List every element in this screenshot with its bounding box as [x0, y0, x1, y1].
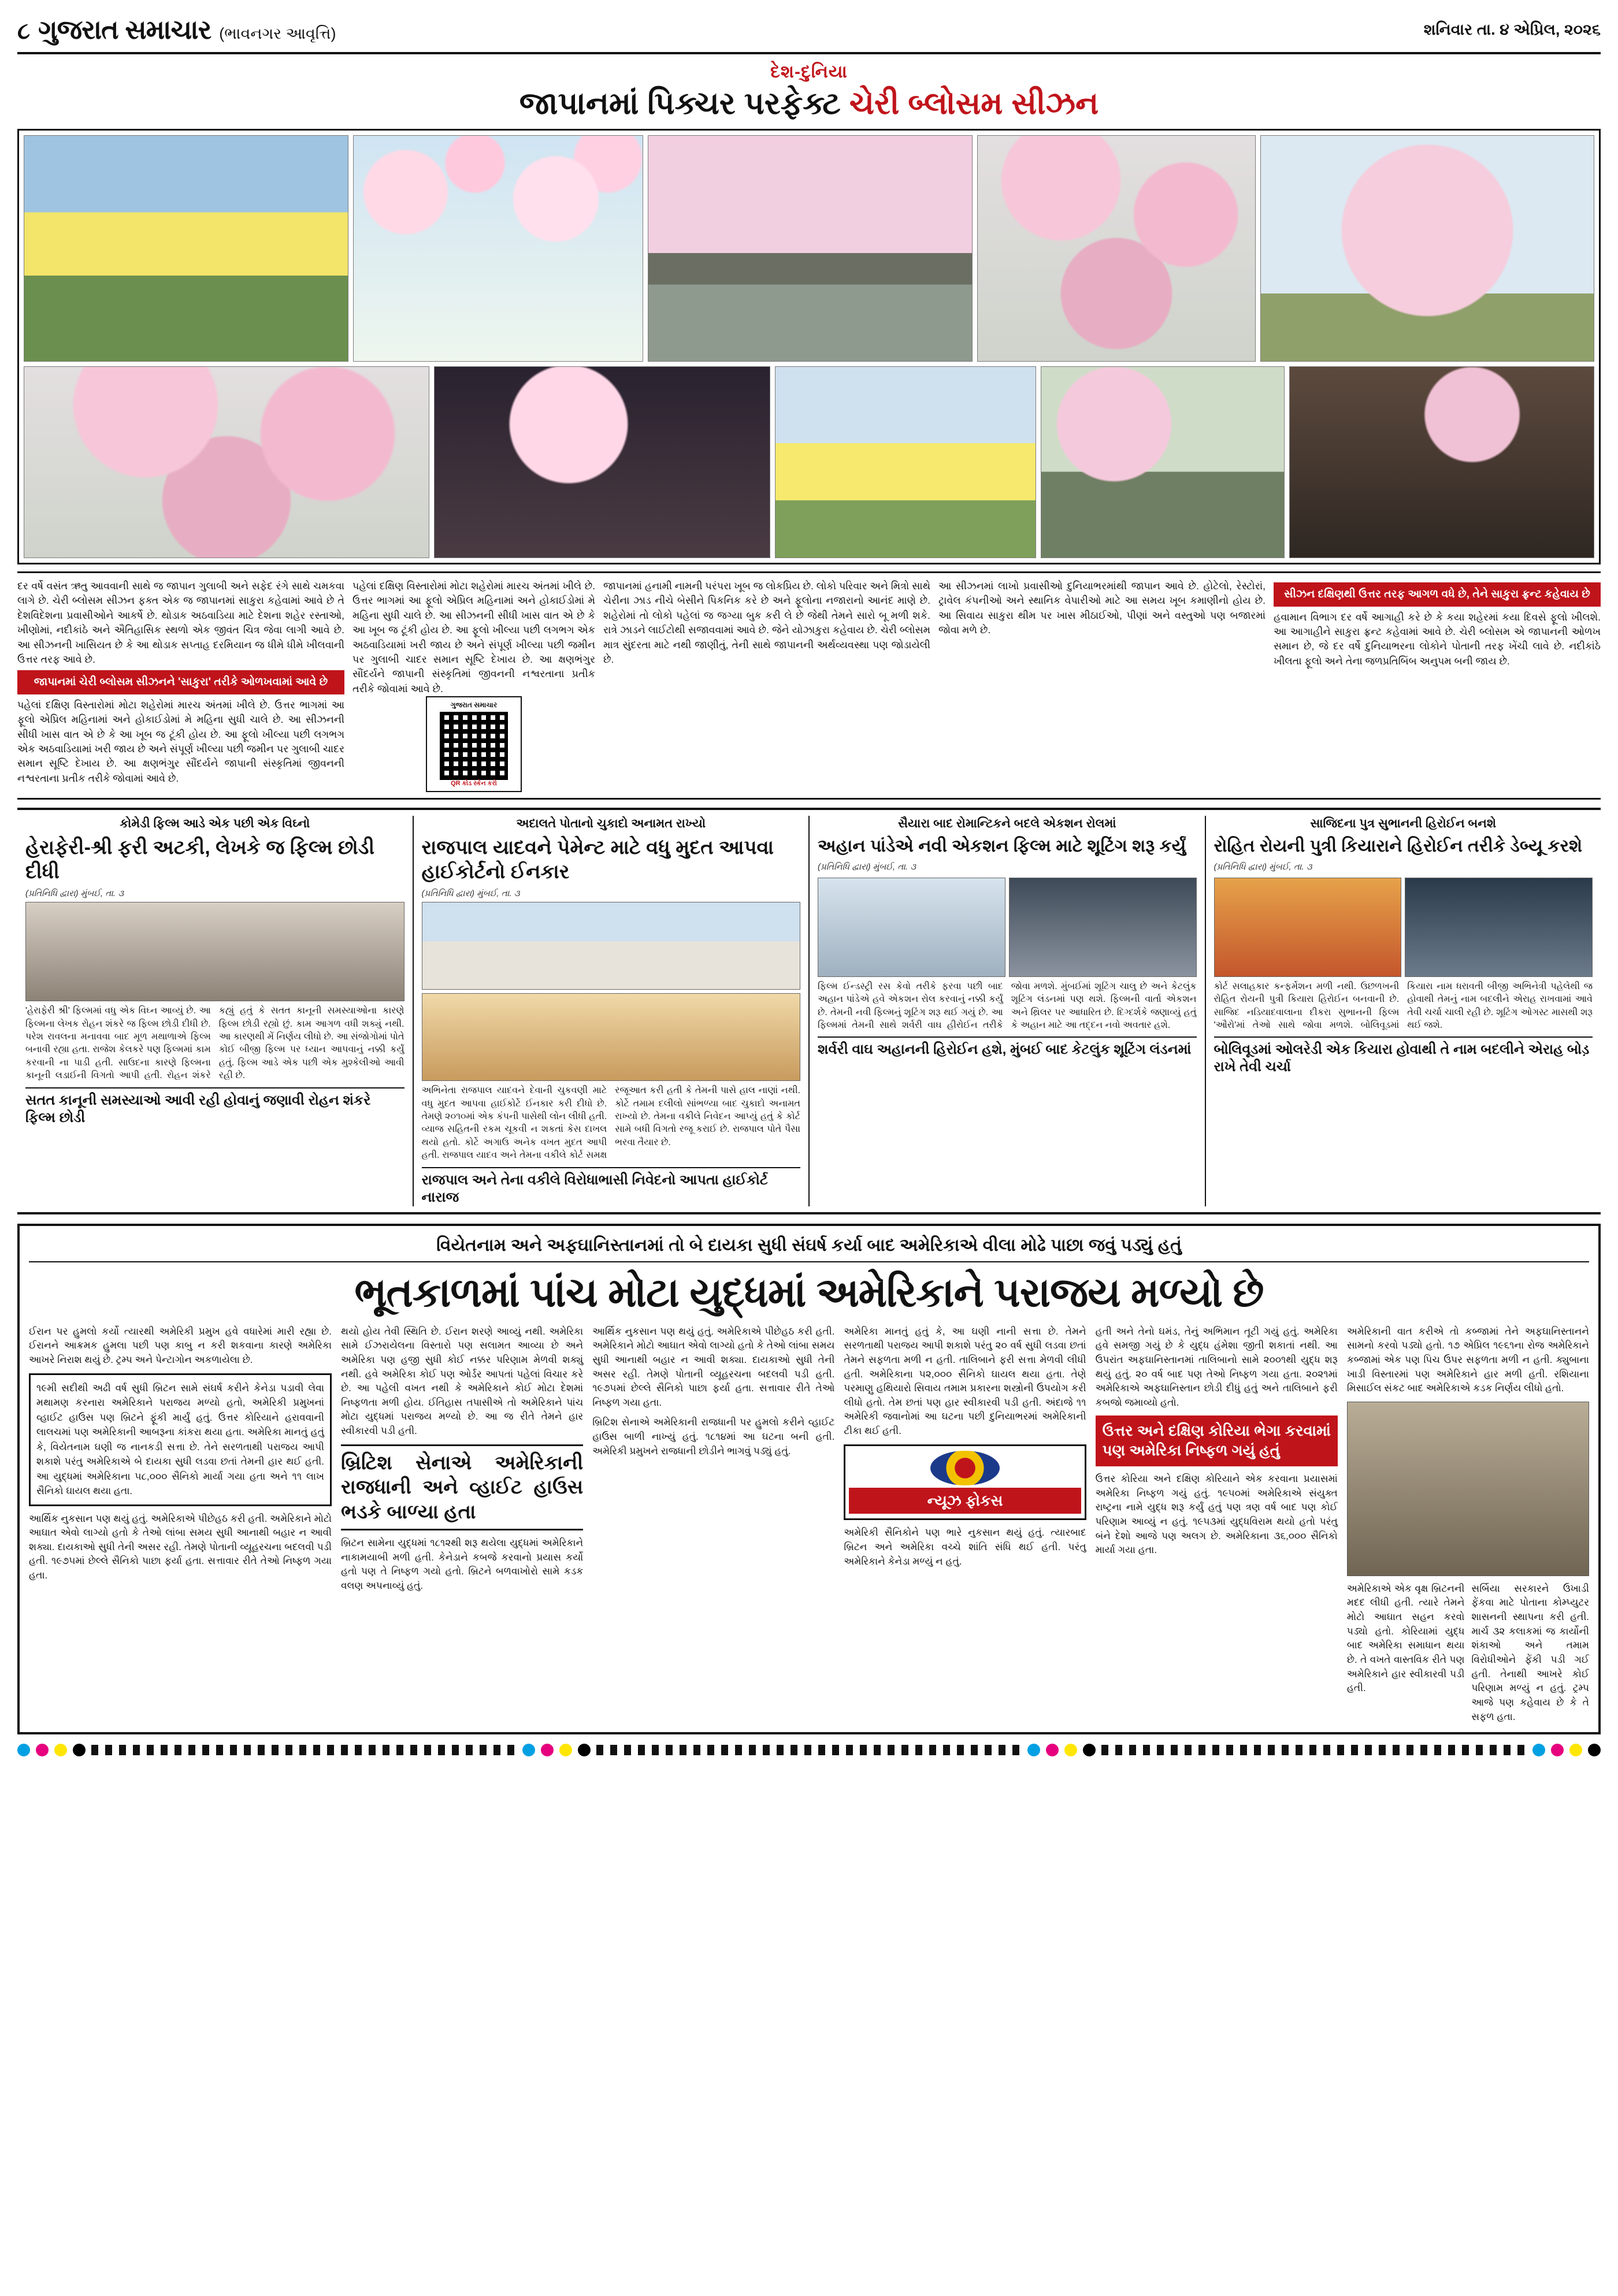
section-headline-part1: જાપાનમાં પિક્ચર પરફેક્ટ — [519, 86, 849, 121]
film-footer-4: બોલિવૂડમાં ઓલરેડી એક કિયારા હોવાથી તે નામ બદલીને એરાહ બોડ઼ રાખે તેવી ચર્ચા — [1214, 1036, 1593, 1076]
feature-text-last-1: અમેરિકાએ એક વૃક્ષ બ્રિટનની મદદ લીધી હતી. ત્યારે તેમને મોટો આઘાત સહન કરવો પડ્યો હતો. કોરિયામાં યુદ્ધ બાદ અમેરિકા સમાધાન થયા છે. તે વખતે વાસ્તવિક રીતે પણ અમેરિકાને હાર સ્વીકારવી પડી હતી. — [1346, 1582, 1465, 1694]
registration-bar-1 — [91, 1745, 517, 1755]
photo-night-hanami-party — [434, 366, 770, 558]
intro-text-1: દર વર્ષે વસંત ઋતુ આવવાની સાથે જ જાપાન ગુલાબી અને સફેદ રંગે સાથે ચમકવા લાગે છે. ચેરી બ્લોસમ સીઝન ફક્ત એક જ જાપાનમાં સાકુરા કહેવામાં આવે છે તે દેશવિદેશના પ્રવાસીઓને આકર્ષે છે. થોડાક અઠવાડિયા માટે દેશના શહેર રસ્તાઓ, ખીણોમાં, નદીકાંઠે અને ઐતિહાસિક સ્થળો એક જીવંત ચિત્ર જેવા લાગી આવે છે. આ સીઝનની ખાસિયત છે કે આ થોડાક સપ્તાહ દરમિયાન જ ધીમે ધીમે ખીલવાની ઉત્તર તરફ આવે છે. — [17, 580, 344, 665]
photo-temple-lantern — [1289, 366, 1594, 558]
photo-giant-cherry-tree — [1260, 135, 1594, 362]
feature-article — [17, 1224, 1601, 1735]
photo-ahaan-pandey — [1009, 878, 1197, 977]
edition-label: (ભાવનગર આવૃત્તિ) — [219, 25, 336, 42]
film-body-2: અભિનેતા રાજપાલ યાદવને દેવાની ચુકવણી માટે વધુ મુદત આપવા હાઈકોર્ટે ઈનકાર કરી દીધો છે. તેમણે ૨૦૧૦માં એક કંપની પાસેથી લોન લીધી હતી. વ્યાજ સહિતની રકમ ચૂકવી ન શકતાં કેસ દાખલ થયો હતો. કોર્ટે અગાઉ અનેક વખત મુદત આપી હતી. રાજપાલ યાદવ અને તેમના વકીલે કોર્ટ સમક્ષ રજૂઆત કરી હતી કે તેમની પાસે હાલ નાણાં નથી. કોર્ટે તમામ દલીલો સાંભળ્યા બાદ ચુકાદો અનામત રાખ્યો છે. તેમના વકીલે નિવેદન આપ્યું હતું કે કોર્ટ સામે બધી વિગતો રજૂ કરાઈ છે. રાજપાલ પોતે પૈસા ભરવા તૈયાર છે. — [421, 1086, 800, 1161]
feature-col-2 — [341, 1325, 583, 1725]
color-dot-yellow-3 — [1064, 1744, 1077, 1756]
section-headline-part2: ચેરી બ્લોસમ સીઝન — [849, 86, 1099, 121]
color-dot-yellow — [54, 1744, 67, 1756]
intro-col-3 — [603, 579, 930, 792]
film-news-item-1 — [17, 816, 414, 1206]
photo-shervari-wagh — [818, 878, 1005, 977]
intro-text-2: પહેલાં દક્ષિણ વિસ્તારોમાં મોટા શહેરોમાં મારચ અંતમાં ખીલે છે. ઉત્તર ભાગમાં આ ફૂલો એપ્રિલ મહિનામાં અને હોકાઈડોમાં મે મહિના સુધી ચાલે છે. આ સીઝનની સીધી ખાસ વાત એ છે કે આ ખૂબ જ ટૂંકી હોય છે. આ ફૂલો ખીલ્યા પછી લગભગ એક અઠવાડિયામાં ખરી જાય છે અને સંપૂર્ણ ખીલ્યા પછી જમીન પર ગુલાબી ચાદર સમાન સૂષ્ટિ દેખાય છે. આ ક્ષણભંગુર સૌંદર્યને જાપાની સંસ્કૃતિમાં જીવનની નશ્વરતાના પ્રતીક તરીકે જોવામાં આવે છે. — [17, 699, 344, 784]
film-news-strip — [17, 808, 1601, 1214]
film-headline-3: અહાન પાંડેએ નવી એકશન ફિલ્મ માટે શૂટિંગ શરૂ કર્યું — [818, 837, 1186, 856]
section-headline — [17, 86, 1601, 122]
intro-col-5 — [1274, 579, 1601, 792]
film-byline-2: (પ્રતિનિધિ દ્વારા) મુંબઈ, તા. ૩ — [421, 889, 520, 899]
section-kicker: દેશ-દુનિયા — [770, 62, 848, 81]
feature-subtext-1: બ્રિટન સામેના યુદ્ધમાં ૧૮૧૨થી શરૂ થયેલા યુદ્ધમાં અમેરિકાને નાકામયાબી મળી હતી. કેનેડાને કબજે કરવાનો પ્રયાસ કર્યો હતો પણ તે નિષ્ફળ ગયો હતો. બ્રિટને બળવાખોરો સામે કડક વલણ અપનાવ્યું હતું. — [341, 1537, 584, 1592]
feature-text-5: હતી અને તેનો ઘમંડ, તેનું અભિમાન તૂટી ગયું હતું. અમેરિકા હવે સમજી ગયું છે કે યુદ્ધ હંમેશા જીતી શકાતાં નથી. આ ઉપરાંત અફઘાનિસ્તાનમાં તાલિબાનો સામે ૨૦૦૧થી યુદ્ધ શરૂ થયું હતું. ૨૦ વર્ષ બાદ પણ તેઓ નિષ્ફળ ગયા હતા. ૨૦૨૧માં અમેરિકાએ અફઘાનિસ્તાન છોડી દીધું હતું અને તાલિબાને ફરી કબજો જમાવ્યો હતો. — [1095, 1325, 1338, 1408]
feature-headline: ભૂતકાળમાં પાંચ મોટા યુદ્ધમાં અમેરિકાને પરાજય મળ્યો છે — [354, 1269, 1264, 1315]
qr-label-top: ગુજરાત સમાચાર — [450, 701, 498, 709]
film-kicker-3: સૈયારા બાદ રોમાન્ટિકને બદલે એકશન રોલમાં — [897, 817, 1116, 830]
photo-row-1 — [24, 135, 1594, 362]
masthead-left — [17, 14, 336, 46]
color-dot-magenta-3 — [1046, 1744, 1059, 1756]
date-line: શનિવાર તા. ૪ એપ્રિલ, ૨૦૨૬ — [1423, 21, 1601, 38]
intro-text-4: આ સીઝનમાં લાખો પ્રવાસીઓ દુનિયાભરમાંથી જાપાન આવે છે. હોટેલો, રેસ્ટોરાં, ટ્રાવેલ કંપનીઓ અને સ્થાનિક વેપારીઓ માટે આ સમય ખૂબ કમાણીનો હોય છે. આ સિવાય સાકુરા થીમ પર ખાસ મીઠાઈઓ, પીણાં અને વસ્તુઓ પણ બજારમાં જોવા મળે છે. — [938, 580, 1266, 636]
film-footer-2: રાજપાલ અને તેના વકીલે વિરોધાભાસી નિવેદનો આપતા હાઈકોર્ટ નારાજ — [422, 1167, 801, 1206]
feature-col-4 — [844, 1325, 1086, 1725]
feature-subtext-3: અમેરિકી સૈનિકોને પણ ભારે નુકસાન થયું હતું. ત્યારબાદ બ્રિટન અને અમેરિકા વચ્ચે શાંતિ સંધિ થઈ હતી. પરંતુ અમેરિકાને કેનેડા મળ્યું ન હતું. — [844, 1527, 1086, 1567]
intro-col-4 — [938, 579, 1266, 792]
color-dot-magenta — [36, 1744, 49, 1756]
film-footer-3: શર્વરી વાઘ અહાનની હિરોઈન હશે, મુંબઈ બાદ કેટલુંક શૂટિંગ લંડનમાં — [818, 1036, 1197, 1058]
qr-code-box[interactable] — [426, 696, 522, 792]
color-dot-cyan-2 — [522, 1744, 535, 1756]
color-dot-cyan — [17, 1744, 30, 1756]
page-number: ૮ — [17, 18, 30, 44]
feature-text-1: ઈરાન પર હુમલો કર્યો ત્યારથી અમેરિકી પ્રમુખ હવે વધારેમાં મારી રહ્યા છે. ઈરાનને આક્રમક હુમલા પછી પણ કાબુ ન કરી શકવાના કારણે અમેરિકા આખરે નિરાશ થયું છે. ટ્રમ્પ અને પેન્ટાગોન અકળાયેલા છે. — [29, 1325, 332, 1365]
eye-icon — [930, 1451, 1000, 1485]
film-news-item-2 — [414, 816, 810, 1206]
feature-col-3 — [592, 1325, 834, 1725]
feature-col-1 — [29, 1325, 332, 1725]
qr-label-bottom: QR કોડ સ્કેન કરો — [451, 780, 497, 787]
color-dot-yellow-2 — [559, 1744, 572, 1756]
feature-boxed-note: ૧૯મી સદીથી અઢી વર્ષ સુધી બ્રિટન સામે સંઘર્ષ કરીને કેનેડા પડાવી લેવા મથામણ કરનારા અમેરિકાને પરાજય મળ્યો હતો, અમેરિકી પ્રમુખનાં વ્હાઈટ હાઉસ પણ બ્રિટને ફૂંકી માર્યું હતું. ઉત્તર કોરિયાને હરાવવાની લાલચમાં પણ અમેરિકાની આબરૂના કાંકરા થયા હતા. અમેરિકા માનતું હતું કે, વિયેતનામ ઘણી જ નાનકડી સત્તા છે. તેને સરળતાથી પરાજય આપી શકાશે પરંતુ અમેરિકાએ બે દાયકા સુધી લડવા છતાં તેમની હાર થઈ હતી. આ યુદ્ધમાં અમેરિકાના ૫૮,૦૦૦ સૈનિકો માર્યા ગયા હતા અને ૧૧ લાખ સૈનિકો ઘાયલ થયા હતા. — [29, 1373, 332, 1506]
photo-dog-walk-riverside — [1041, 366, 1285, 558]
feature-text-last-2: સર્બિયા સરકારને ઉખાડી ફેંકવા માટે પોતાના કોમ્પ્યુટર શાસનની સ્થાપના કરી હતી. માર્ચ ૩૨ કલાકમાં જ કાર્યોની શંકાઓ અને તમામ વિરોધીઓને ફેંકી પડી ગઈ હતી. તેનાથી આખરે કોઈ પરિણામ મળ્યું ન હતું. ટ્રમ્પ આજે પણ કહેવાય છે કે તે સફળ હતા. — [1471, 1582, 1590, 1722]
color-dot-black-2 — [578, 1744, 591, 1756]
film-kicker-4: સાજિદના પુત્ર સુભાનની હિરોઈન બનશે — [1310, 817, 1497, 830]
feature-korea-text: ઉત્તર કોરિયા અને દક્ષિણ કોરિયાને એક કરવાના પ્રયાસમાં અમેરિકા નિષ્ફળ ગયું હતું. ૧૯૫૦માં અમેરિકાએ સંયુક્ત રાષ્ટ્રના નામે યુદ્ધ શરૂ કર્યું હતું પણ ત્રણ વર્ષ બાદ પણ કોઈ પરિણામ આવ્યું ન હતું. ૧૯૫૩માં યુદ્ધવિરામ થયો હતો પરંતુ બંને દેશો આજે પણ અલગ છે. અમેરિકાના ૩૬,૦૦૦ સૈનિકો માર્યા ગયા હતા. — [1095, 1473, 1338, 1556]
feature-text-1b: આર્થિક નુકસાન પણ થયું હતું. અમેરિકાએ પીછેહઠ કરી હતી. અમેરિકાને મોટો આઘાત એવો લાગ્યો હતો કે તેઓ લાંબા સમય સુધી આનાથી બહાર ન આવી શક્યા. દાયકાઓ સુધી તેની અસર રહી. તેમણે પોતાની વ્યૂહરચના બદલવી પડી હતી. ૧૯૭૫માં છેલ્લે સૈનિકો પાછા ફર્યા હતા. સત્તાવાર રીતે તેઓ નિષ્ફળ ગયા હતા. — [29, 1513, 332, 1581]
intro-col-2 — [352, 579, 595, 792]
film-body-1: 'હેરાફેરી શ્રી' ફિલ્મમાં વધુ એક વિઘ્ન આવ્યું છે. આ ફિલ્મના લેખક રોહન શંકરે જ ફિલ્મ છોડી દીધી છે. પરેશ રાવલના મનાવવા બાદ મૂળ મથાળાએ ફિલ્મ બનાવી રહ્યા હતા. રાજેશ કેલકરે પણ ફિલ્મમાં કામ કરવાની ના પાડી હતી. સાઉદના કારણે ફિલ્મના કાનૂની લડાઈની વિગતો આપી હતી. રોહન શંકરે કહ્યું હતું કે સતત કાનૂની સમસ્યાઓના કારણે ફિલ્મ છોડી રહ્યો છું. કામ આગળ વધી શક્યું નથી. આ કારણથી મેં નિર્ણય લીધો છે. આ સંજોગોમાં પોતે કોઈ બીજી ફિલ્મ પર ધ્યાન આપવાનું નક્કી કર્યું હતું. ફિલ્મ આડે એક પછી એક મુશ્કેલીઓ આવી રહી છે. — [25, 1006, 404, 1081]
photo-train-station-blossoms — [24, 135, 348, 362]
photo-cafe-under-blossoms — [24, 366, 429, 558]
feature-col-6 — [1347, 1325, 1589, 1725]
photo-subhan-nadiadwala — [1405, 878, 1593, 977]
color-dot-magenta-2 — [541, 1744, 554, 1756]
film-headline-2: રાજપાલ યાદવને પેમેન્ટ માટે વધુ મુદત આપવા હાઈકોર્ટનો ઈનકાર — [421, 837, 774, 883]
film-body-3: ફિલ્મ ઈન્ડસ્ટ્રી રસ કેવો તરીકે ફરવા પછી બાદ અહાન પાંડેએ હવે એકશન રોલ કરવાનું નક્કી કર્યું છે. તેમની નવી ફિલ્મનું શૂટિંગ શરૂ થઈ ગયું છે. આ ફિલ્મમાં તેમની સાથે શર્વરી વાઘ હીરોઈન તરીકે જોવા મળશે. મુંબઈમાં શૂટિંગ ચાલુ છે અને કેટલુંક શૂટિંગ લંડનમાં પણ થશે. ફિલ્મની વાર્તા એકશન અને થ્રિલર પર આધારિત છે. દિગ્દર્શકે જણાવ્યું હતું કે અહાન માટે આ તદ્દન નવો અવતાર હશે. — [818, 981, 1197, 1031]
feature-text-6: અમેરિકાની વાત કરીએ તો કબ્જામાં તેને અફઘાનિસ્તાનને સામનો કરવો પડ્યો હતો. ૧૭ એપ્રિલ ૧૯૬૧ના રોજ અમેરિકાને કબ્જામાં એક પણ પિચ ઉપર સફળતા મળી ન હતી. ક્યુબાના ખાડી વિસ્તારમાં પણ અમેરિકાને હાર મળી હતી. રશિયાના મિસાઈલ સંકટ બાદ અમેરિકાએ કડક નિર્ણય લીધો હતો. — [1346, 1325, 1590, 1394]
photo-park-picnic — [775, 366, 1036, 558]
intro-text-2b: પહેલાં દક્ષિણ વિસ્તારોમાં મોટા શહેરોમાં મારચ અંતમાં ખીલે છે. ઉત્તર ભાગમાં આ ફૂલો એપ્રિલ મહિનામાં અને હોકાઈડોમાં મે મહિના સુધી ચાલે છે. આ સીઝનની સીધી ખાસ વાત એ છે કે આ ખૂબ જ ટૂંકી હોય છે. આ ફૂલો ખીલ્યા પછી લગભગ એક અઠવાડિયામાં ખરી જાય છે અને સંપૂર્ણ ખીલ્યા પછી જમીન પર ગુલાબી ચાદર સમાન સૂષ્ટિ દેખાય છે. આ ક્ષણભંગુર સૌંદર્યને જાપાની સંસ્કૃતિમાં જીવનની નશ્વરતાના પ્રતીક તરીકે જોવામાં આવે છે. — [352, 580, 595, 694]
color-dot-magenta-4 — [1551, 1744, 1564, 1756]
color-dot-cyan-4 — [1532, 1744, 1545, 1756]
intro-text-5: હવામાન વિભાગ દર વર્ષે આગાહી કરે છે કે કયા શહેરમાં કયા દિવસે ફૂલો ખીલશે. આ આગાહીને સાકુરા ફ્રન્ટ કહેવામાં આવે છે. ચેરી બ્લોસમ એ જાપાનની ઓળખ સમાન છે, જે દર વર્ષે દુનિયાભરના લોકોને પોતાની તરફ ખેંચી લાવે છે. નદીકાંઠે ખીલતા ફૂલો અને તેના જળપ્રતિબિંબ અનુપમ બની જાય છે. — [1274, 611, 1601, 667]
intro-redbox-2: સીઝન દક્ષિણથી ઉત્તર તરફ આગળ વધે છે, તેને સાકુરા ફ્રન્ટ કહેવાય છે — [1274, 582, 1601, 607]
feature-text-3: આર્થિક નુકસાન પણ થયું હતું. અમેરિકાએ પીછેહઠ કરી હતી. અમેરિકાને મોટો આઘાત એવો લાગ્યો હતો કે તેઓ લાંબા સમય સુધી આનાથી બહાર ન આવી શક્યા. દાયકાઓ સુધી તેની અસર રહી. તેમણે પોતાની વ્યૂહરચના બદલવી પડી હતી. ૧૯૭૫માં છેલ્લે સૈનિકો પાછા ફર્યા હતા. સત્તાવાર રીતે તેઓ નિષ્ફળ ગયા હતા. — [592, 1325, 835, 1408]
photo-row-2 — [24, 366, 1594, 558]
feature-text-2: થયો હોય તેવી સ્થિતિ છે. ઈરાન શરણે આવ્યું નથી. અમેરિકા સામે ઈઝરાયેલના વિસ્તારો પણ સલામત આવ્યા છે અને અમેરિકા પણ હજી સુધી કોઈ નક્કર પરિણામ મેળવી શક્યું નથી. હવે અમેરિકા કોઈ પણ ઓર્ડર આપતાં પહેલાં વિચાર કરે છે. આ પહેલી વખત નથી કે અમેરિકાને કોઈ મોટા દેશમાં નિષ્ફળતા મળી હોય. ઈતિહાસ તપાસીએ તો અમેરિકાને પાંચ મોટા યુદ્ધમાં પરાજય મળ્યો છે. આ જ રીતે તેમને હાર સ્વીકારવી પડી હતી. — [341, 1325, 584, 1437]
film-news-item-4 — [1206, 816, 1601, 1206]
feature-col-5 — [1096, 1325, 1338, 1725]
color-dot-black — [73, 1744, 86, 1756]
registration-bar-3 — [1101, 1745, 1527, 1755]
film-news-item-3 — [810, 816, 1206, 1206]
photo-rajpal-yadav-portrait — [422, 993, 801, 1081]
intro-redbox-1: જાપાનમાં ચેરી બ્લોસમ સીઝનને 'સાકુરા' તરીકે ઓળખવામાં આવે છે — [17, 670, 344, 694]
news-focus-label: ન્યૂઝ ફોકસ — [849, 1488, 1081, 1514]
masthead — [17, 14, 1601, 54]
color-dot-yellow-4 — [1569, 1744, 1582, 1756]
feature-redstrip: ઉત્તર અને દક્ષિણ કોરિયા ભેગા કરવામાં પણ અમેરિકા નિષ્ફળ ગયું હતું — [1096, 1416, 1338, 1466]
color-dot-black-4 — [1588, 1744, 1601, 1756]
film-byline-1: (પ્રતિનિધિ દ્વારા) મુંબઈ, તા. ૩ — [25, 889, 124, 899]
photo-kiara-roy — [1214, 878, 1402, 977]
feature-body — [29, 1325, 1589, 1725]
photo-grid — [17, 129, 1601, 564]
feature-subtext-2: બ્રિટિશ સેનાએ અમેરિકાની રાજધાની પર હુમલો કરીને વ્હાઈટ હાઉસ બાળી નાખ્યું હતું. ૧૮૧૪માં આ ઘટના બની હતી. અમેરિકી પ્રમુખને રાજધાની છોડીને ભાગવું પડ્યું હતું. — [592, 1417, 835, 1457]
photo-cyclist-under-blossoms — [353, 135, 643, 362]
film-body-4: કોર્ટ સલાહકાર કન્ફર્મેશન મળી નથી. ઉછળખની રોહિત રોયની પુત્રી કિયારા હિરોઈન બનવાની છે. સાજિદ નડિયાદવાલાના દીકરા સુભાનની ફિલ્મ 'ઔરો'માં તેઓ સાથે જોવા મળશે. બોલિવૂડમાં કિયારા નામ ધરાવતી બીજી અભિનેત્રી પહેલેથી જ હોવાથી તેમનું નામ બદલીને એરાહ રાખવામાં આવે તેવી ચર્ચા ચાલી રહી છે. શૂટિંગ ઓગસ્ટ માસથી શરૂ થઈ જશે. — [1214, 981, 1593, 1031]
color-dot-black-3 — [1083, 1744, 1096, 1756]
photo-canal-walkway — [648, 135, 973, 362]
film-footer-1: સતત કાનૂની સમસ્યાઓ આવી રહી હોવાનું જણાવી રોહન શંકરે ફિલ્મ છોડી — [25, 1087, 404, 1127]
photo-court-building — [422, 902, 801, 990]
intro-text-3: જાપાનમાં હનામી નામની પરંપરા ખૂબ જ લોકપ્રિય છે. લોકો પરિવાર અને મિત્રો સાથે ચેરીના ઝાડ નીચે બેસીને પિકનિક કરે છે અને ફૂલોના નજારાનો આનંદ માણે છે. શહેરોમાં તો લોકો પહેલાં જ જગ્યા બુક કરી લે છે જેથી તેમને સારો બૂ મળી શકે. રાત્રે ઝાડને લાઈટોથી સજાવવામાં આવે છે. જેને યોઝાકુરા કહેવાય છે. ચેરી બ્લોસમ માત્ર સુંદરતા માટે નથી જાણીતું, તેની સાથે જાપાનની અર્થવ્યવસ્થા પણ જોડાયેલી છે. — [603, 580, 930, 665]
feature-subhead: બ્રિટિશ સેનાએ અમેરિકાની રાજધાની અને વ્હાઈટ હાઉસ ભડકે બાળ્યા હતા — [341, 1444, 583, 1531]
film-headline-4: રોહિત રોયની પુત્રી કિયારાને હિરોઈન તરીકે ડેબ્યૂ કરશે — [1214, 837, 1583, 856]
paper-name: ગુજરાત સમાચાર — [38, 14, 211, 44]
photo-film-cast-group — [25, 902, 404, 1001]
registration-bar-2 — [596, 1745, 1022, 1755]
color-dot-cyan-3 — [1027, 1744, 1040, 1756]
photo-us-soldiers-flag — [1347, 1402, 1589, 1576]
registration-color-bar — [17, 1744, 1601, 1756]
qr-code-image[interactable] — [440, 712, 508, 780]
film-byline-4: (પ્રતિનિધિ દ્વારા) મુંબઈ, તા. ૩ — [1214, 861, 1312, 872]
film-kicker-1: કોમેડી ફિલ્મ આડે એક પછી એક વિઘ્નો — [120, 817, 310, 830]
film-kicker-2: અદાલતે પોતાનો ચુકાદો અનામત રાખ્યો — [516, 817, 706, 830]
feature-text-4: અમેરિકા માનતું હતું કે, આ ઘણી નાની સત્તા છે. તેમને સરળતાથી પરાજય આપી શકાશે પરંતુ ૨૦ વર્ષ સુધી લડવા છતાં તેમને સફળતા મળી ન હતી. તાલિબાને ફરી સત્તા મેળવી લીધી હતી. અમેરિકાના ૫૨,૦૦૦ સૈનિકો ઘાયલ થયા હતા. તેણે પરમાણુ હથિયારો સિવાય તમામ પ્રકારના શસ્ત્રોની ઉપયોગ કરી લીધો હતો. તેમ છતાં પણ હાર સ્વીકારવી પડી હતી. અંદાજે ૧૧ અમેરિકી જવાનોમાં આ ઘટના પછી દુનિયાભરમાં અમેરિકાની ટીકા થઈ હતી. — [844, 1325, 1086, 1437]
intro-col-1 — [17, 579, 344, 792]
film-byline-3: (પ્રતિનિધિ દ્વારા) મુંબઈ, તા. ૩ — [818, 861, 916, 872]
news-focus-logo — [844, 1444, 1086, 1521]
intro-block — [17, 571, 1601, 800]
feature-kicker: વિયેતનામ અને અફઘાનિસ્તાનમાં તો બે દાયકા સુધી સંઘર્ષ કર્યા બાદ અમેરિકાએ વીલા મોઢે પાછા જવું પડ્યું હતું — [29, 1234, 1589, 1262]
photo-blossom-branches — [977, 135, 1256, 362]
film-headline-1: હેરાફેરી-શ્રી ફરી અટકી, લેખકે જ ફિલ્મ છોડી દીધી — [25, 837, 375, 883]
